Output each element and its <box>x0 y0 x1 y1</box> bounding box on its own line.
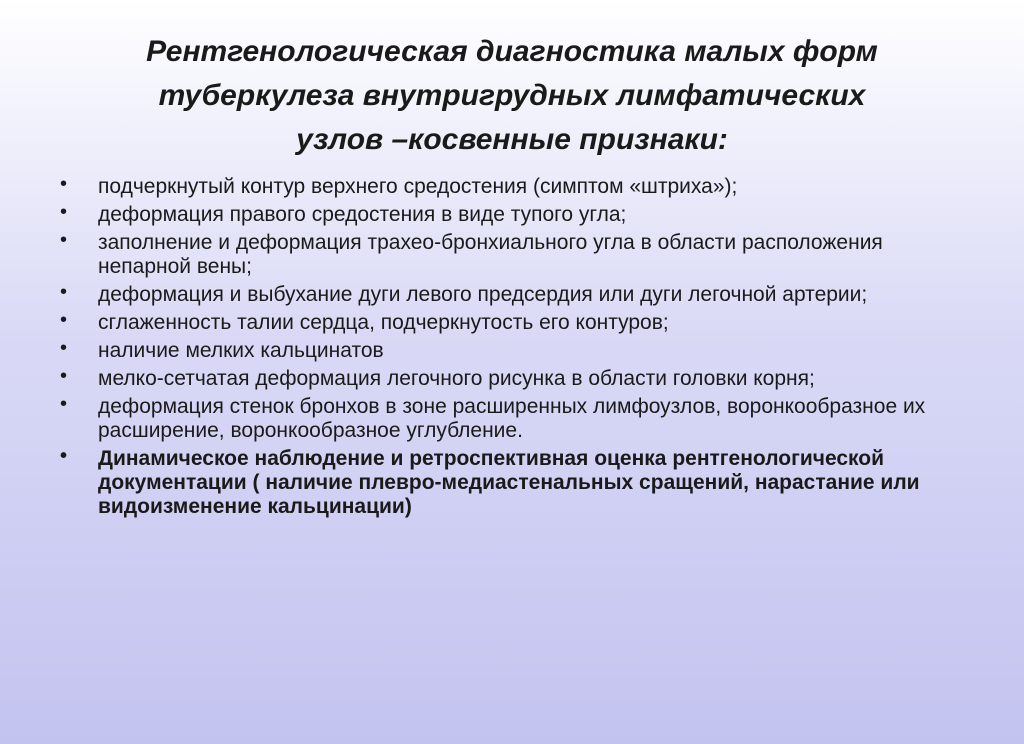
bullet-dot-icon: • <box>60 445 68 467</box>
bullet-item <box>60 311 960 335</box>
slide-title <box>40 30 984 162</box>
bullet-dot-icon: • <box>60 393 68 415</box>
bullet-dot-icon: • <box>60 337 68 359</box>
bullet-item-emphasis <box>60 447 960 519</box>
bullet-item <box>60 231 960 279</box>
bullet-dot-icon: • <box>60 309 68 331</box>
bullet-item <box>60 203 960 227</box>
bullet-list <box>60 175 960 523</box>
bullet-text: наличие мелких кальцинатов <box>98 339 384 362</box>
bullet-dot-icon: • <box>60 229 68 251</box>
bullet-dot-icon: • <box>60 281 68 303</box>
bullet-item <box>60 339 960 363</box>
bullet-text: сглаженность талии сердца, подчеркнутость его контуров; <box>98 311 669 334</box>
bullet-text: деформация правого средостения в виде тупого угла; <box>98 203 627 226</box>
bullet-text: деформация и выбухание дуги левого предсердия или дуги легочной артерии; <box>98 283 868 306</box>
bullet-item <box>60 395 960 443</box>
bullet-item <box>60 367 960 391</box>
bullet-text: Динамическое наблюдение и ретроспективная оценка рентгенологической документации ( наличие плевро-медиастенальных сращений, нарастание или видоизменение кальцинации) <box>98 447 920 518</box>
bullet-dot-icon: • <box>60 201 68 223</box>
title-line: туберкулеза внутригрудных лимфатических <box>158 79 866 112</box>
bullet-item <box>60 283 960 307</box>
title-line: узлов –косвенные признаки: <box>296 123 728 156</box>
bullet-dot-icon: • <box>60 173 68 195</box>
bullet-item <box>60 175 960 199</box>
bullet-text: мелко-сетчатая деформация легочного рисунка в области головки корня; <box>98 367 815 390</box>
bullet-text: заполнение и деформация трахео-бронхиального угла в области расположения непарной вены; <box>98 231 883 278</box>
bullet-text: подчеркнутый контур верхнего средостения (симптом «штриха»); <box>98 175 738 198</box>
title-line: Рентгенологическая диагностика малых форм <box>146 35 878 68</box>
bullet-dot-icon: • <box>60 365 68 387</box>
bullet-text: деформация стенок бронхов в зоне расширенных лимфоузлов, воронкообразное их расширение, воронкообразное углубление. <box>98 395 926 442</box>
